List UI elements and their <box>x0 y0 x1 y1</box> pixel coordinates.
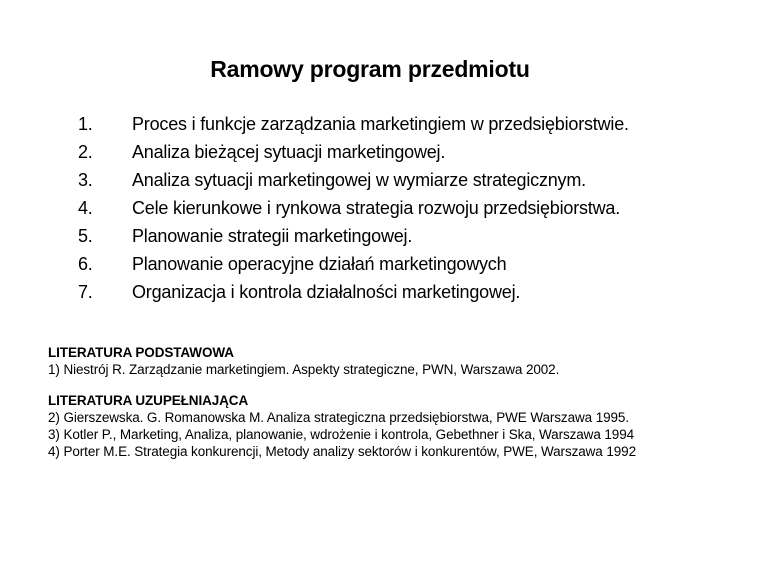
program-item-text: Proces i funkcje zarządzania marketingiem w przedsiębiorstwie. <box>132 114 629 134</box>
program-item-text: Analiza sytuacji marketingowej w wymiarze strategicznym. <box>132 170 586 190</box>
literature-entry: 3) Kotler P., Marketing, Analiza, planowanie, wdrożenie i kontrola, Gebethner i Ska, Warszawa 1994 <box>48 427 635 442</box>
program-item-number: 6. <box>78 254 93 274</box>
program-item-text: Analiza bieżącej sytuacji marketingowej. <box>132 142 446 162</box>
program-item-number: 2. <box>78 142 93 162</box>
program-item-number: 3. <box>78 170 93 190</box>
program-item-text: Organizacja i kontrola działalności marketingowej. <box>132 282 521 302</box>
program-item <box>78 166 629 194</box>
literature-entry: 2) Gierszewska. G. Romanowska M. Analiza strategiczna przedsiębiorstwa, PWE Warszawa 1995. <box>48 410 629 425</box>
program-item <box>78 250 629 278</box>
literature-entry: 4) Porter M.E. Strategia konkurencji, Metody analizy sektorów i konkurentów, PWE, Warszawa 1992 <box>48 444 637 459</box>
program-item <box>78 194 629 222</box>
program-item <box>78 110 629 138</box>
program-item <box>78 222 629 250</box>
literature-entry: 1) Niestrój R. Zarządzanie marketingiem. Aspekty strategiczne, PWN, Warszawa 2002. <box>48 362 560 377</box>
program-item-text: Cele kierunkowe i rynkowa strategia rozwoju przedsiębiorstwa. <box>132 198 621 218</box>
program-item <box>78 138 629 166</box>
program-item-number: 1. <box>78 114 93 134</box>
program-item-text: Planowanie strategii marketingowej. <box>132 226 413 246</box>
program-item-number: 7. <box>78 282 93 302</box>
program-item-text: Planowanie operacyjne działań marketingowych <box>132 254 507 274</box>
program-list <box>78 110 629 306</box>
literature-basic-heading: LITERATURA PODSTAWOWA <box>48 345 234 360</box>
slide-title: Ramowy program przedmiotu <box>210 56 530 82</box>
program-item-number: 4. <box>78 198 93 218</box>
program-item-number: 5. <box>78 226 93 246</box>
literature-extra-section <box>48 392 636 460</box>
literature-extra-heading: LITERATURA UZUPEŁNIAJĄCA <box>48 393 249 408</box>
program-item <box>78 278 629 306</box>
literature-basic-section <box>48 344 559 378</box>
